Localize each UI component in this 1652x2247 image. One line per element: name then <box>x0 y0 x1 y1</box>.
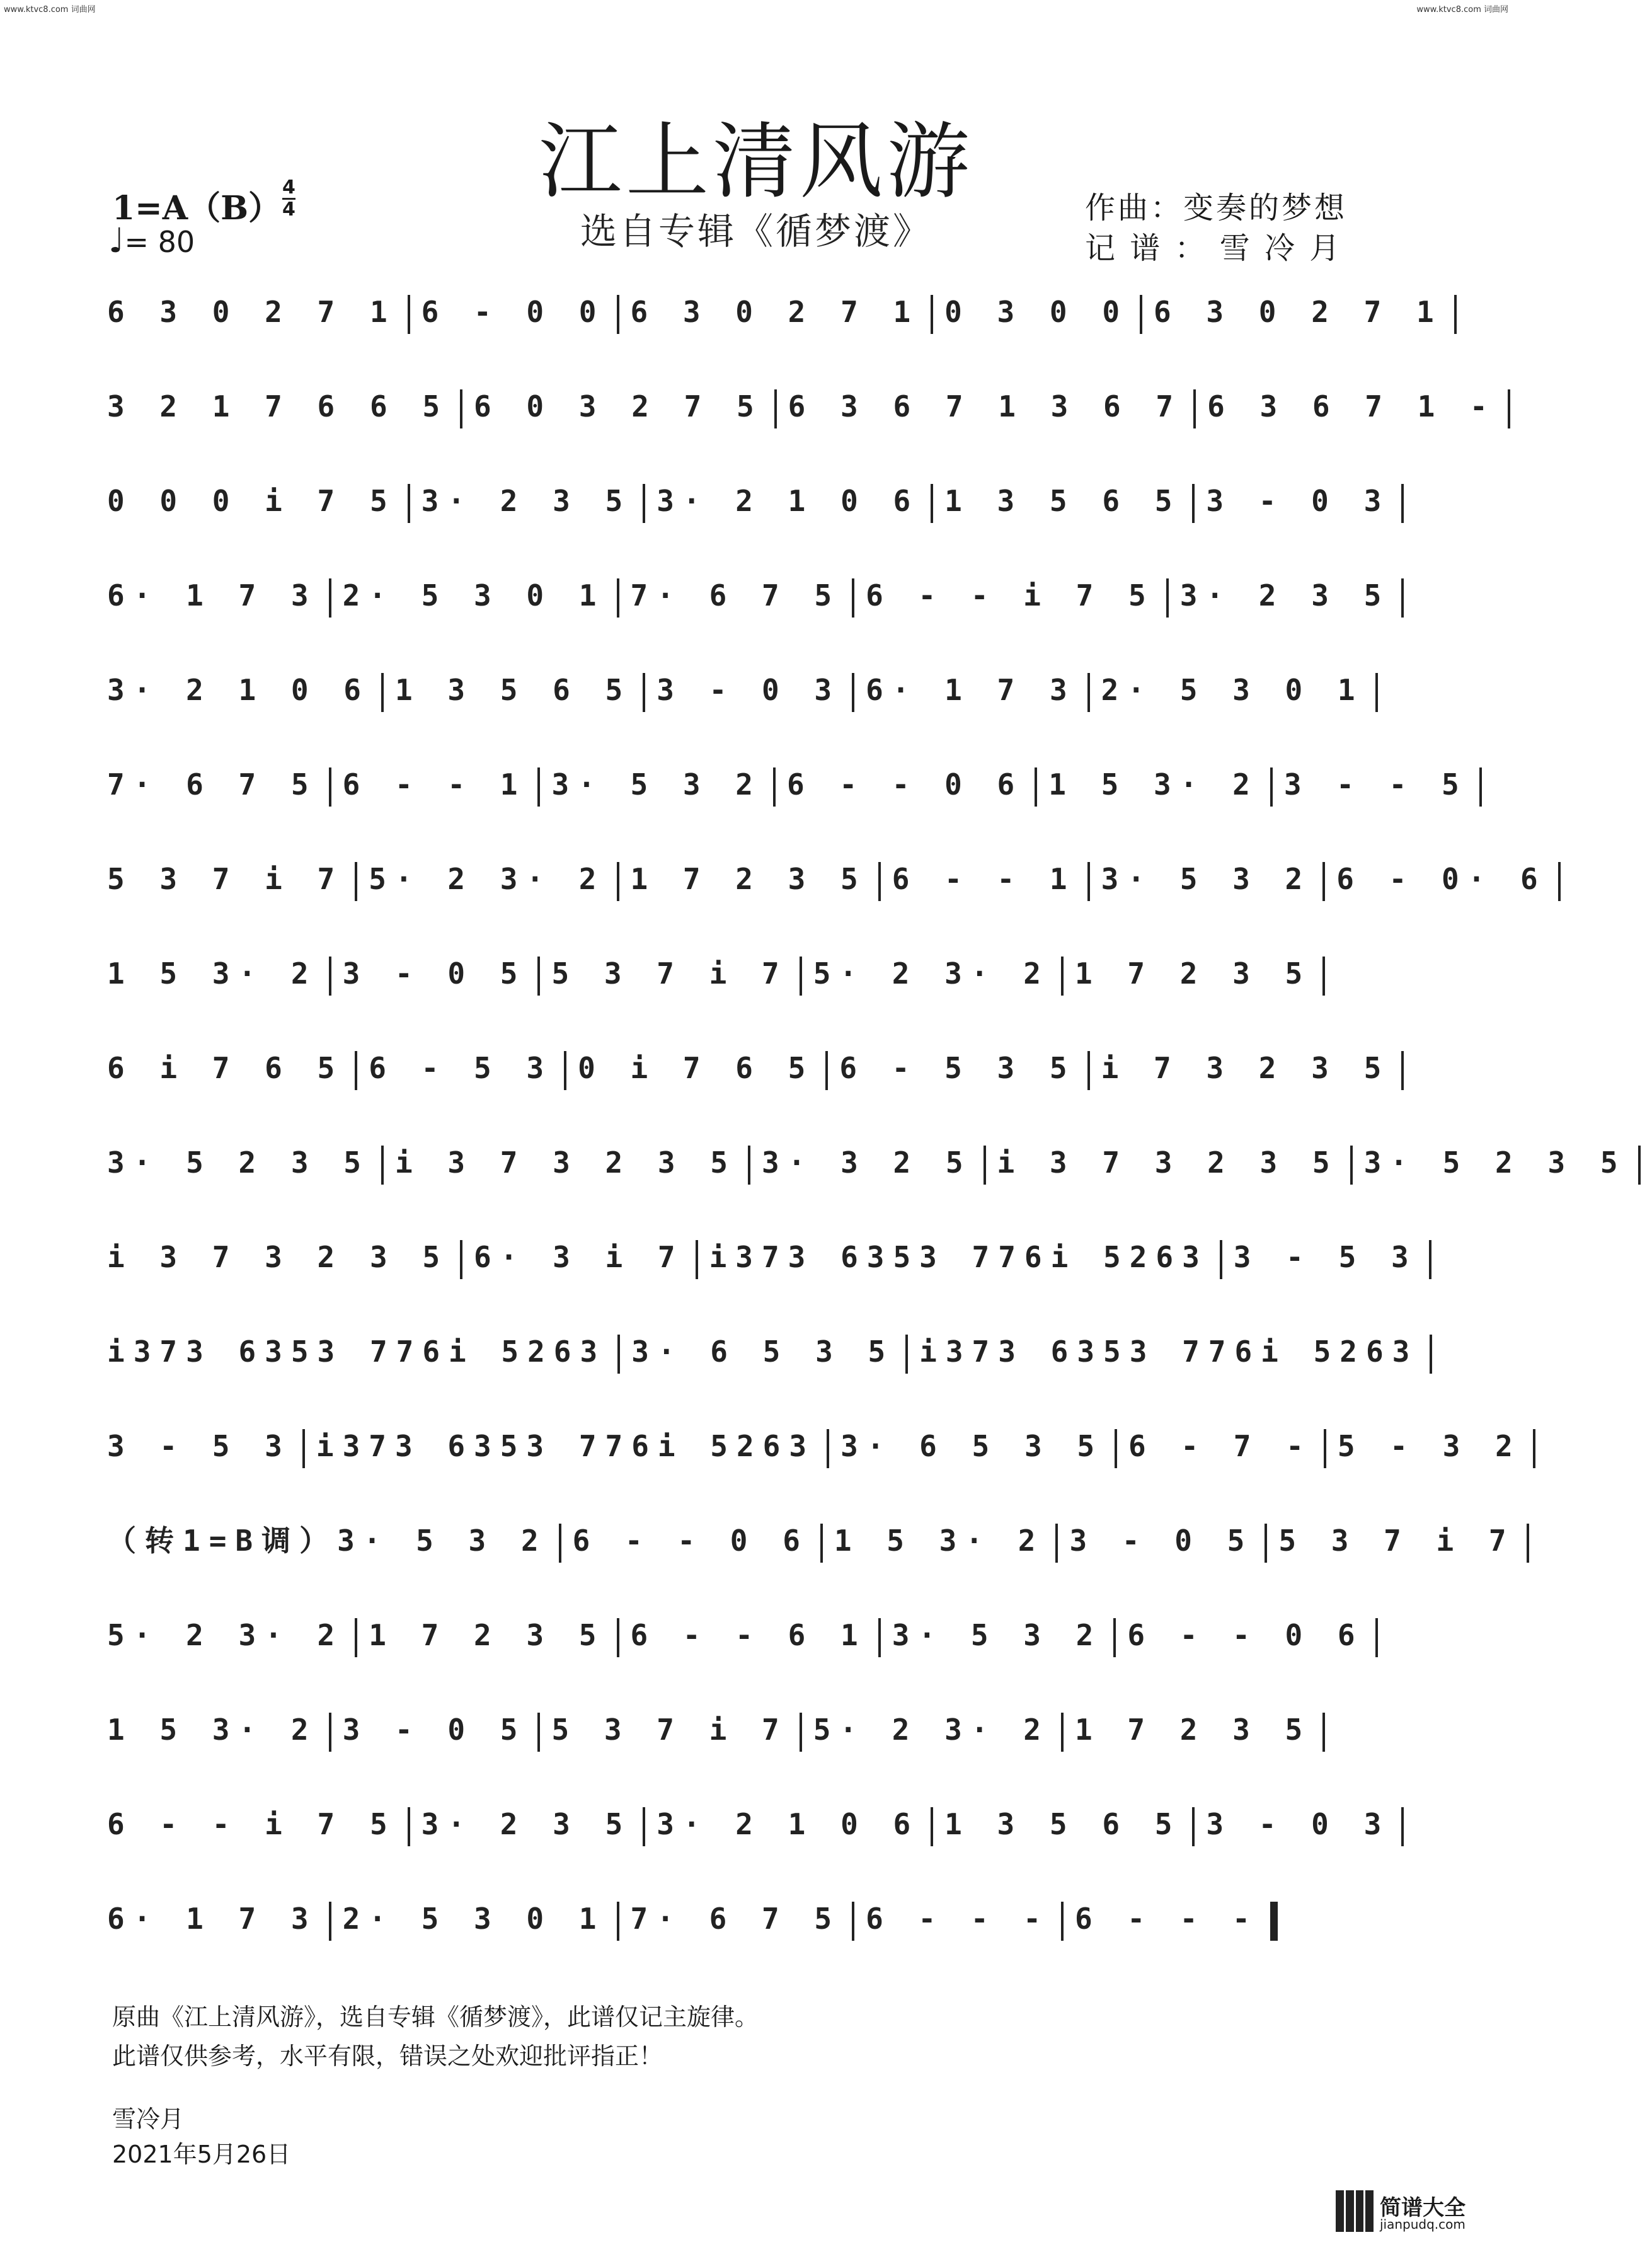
score-row <box>107 1588 1367 1682</box>
barline <box>1401 1051 1404 1090</box>
score-row <box>107 1682 1367 1777</box>
measure: 1 5 3· 2 <box>1048 767 1259 802</box>
barline <box>1533 1429 1535 1468</box>
barline <box>381 673 384 712</box>
piano-keys-icon <box>1336 2190 1374 2232</box>
song-title: 江上清风游 <box>539 113 973 210</box>
measure: 3· 2 1 0 6 <box>657 484 920 518</box>
barline <box>1430 1335 1432 1374</box>
barline <box>931 1807 933 1846</box>
measure: 3· 5 3 2 <box>1101 862 1312 896</box>
barline <box>1140 295 1142 334</box>
measure: 6 - - 1 <box>342 767 527 802</box>
score-row <box>107 1210 1418 1304</box>
footer-notes <box>112 1997 759 2076</box>
barline <box>355 1618 357 1657</box>
barline <box>931 484 933 523</box>
score-row <box>107 1399 1522 1493</box>
logo-name: 简谱大全 <box>1380 2195 1466 2221</box>
barline <box>1087 673 1090 712</box>
barline <box>617 1335 620 1374</box>
barline <box>1322 862 1325 901</box>
barline <box>1638 1146 1641 1185</box>
final-barline <box>1270 1902 1278 1941</box>
measure: 6 - - 0 6 <box>572 1524 809 1558</box>
score-body <box>107 265 1627 1966</box>
barline <box>827 1429 829 1468</box>
barline <box>1192 484 1195 523</box>
measure: 3 - 0 5 <box>342 957 527 991</box>
measure: 3· 6 5 3 5 <box>840 1429 1104 1463</box>
score-row <box>107 1021 1391 1115</box>
score-row <box>107 548 1391 643</box>
measure: 1 7 2 3 5 <box>369 1618 605 1652</box>
measure: 6 - 7 - <box>1128 1429 1312 1463</box>
measure: 6 - 5 3 5 <box>839 1051 1076 1085</box>
barline <box>1115 1429 1117 1468</box>
measure: i 3 7 3 2 3 5 <box>107 1240 449 1274</box>
date: 2021年5月26日 <box>112 2141 291 2168</box>
measure: 6 - - - <box>1074 1902 1259 1936</box>
site-logo[interactable] <box>1336 2190 1487 2232</box>
measure: 6 - - - <box>866 1902 1050 1936</box>
barline <box>774 389 777 428</box>
measure: 3· 2 1 0 6 <box>657 1807 920 1841</box>
measure: 6 - - i 7 5 <box>107 1807 396 1841</box>
key-signature: 1=A（B） <box>112 189 282 227</box>
measure: 6· 1 7 3 <box>866 673 1076 707</box>
measure: 6 - - 6 1 <box>630 1618 867 1652</box>
barline <box>1401 1807 1404 1846</box>
measure: 7· 6 7 5 <box>630 578 841 612</box>
measure: 3· 5 3 2 <box>892 1618 1103 1652</box>
measure: 3· 6 5 3 5 <box>631 1335 895 1369</box>
barline <box>408 484 410 523</box>
measure: 5· 2 3· 2 <box>369 862 605 896</box>
measure: 3· 2 3 5 <box>1179 578 1391 612</box>
barline <box>852 673 854 712</box>
measure: 6· 1 7 3 <box>107 1902 318 1936</box>
measure: （转1=B调）3· 5 3 2 <box>107 1524 548 1558</box>
barline <box>820 1524 823 1563</box>
barline <box>643 673 645 712</box>
signature-block <box>112 2101 290 2172</box>
score-row <box>107 1493 1515 1588</box>
barline <box>329 767 331 807</box>
song-subtitle: 选自专辑《循梦渡》 <box>580 210 932 253</box>
barline <box>329 1902 331 1941</box>
measure: 6 - - i 7 5 <box>866 578 1155 612</box>
time-signature-bottom: 4 <box>282 198 295 221</box>
score-row <box>107 643 1367 737</box>
barline <box>537 767 540 807</box>
barline <box>878 862 881 901</box>
score-row <box>107 265 1443 359</box>
measure: 1 7 2 3 5 <box>1074 1713 1312 1747</box>
barline <box>460 389 462 428</box>
barline <box>1375 1618 1378 1657</box>
barline <box>1508 389 1510 428</box>
measure: 2· 5 3 0 1 <box>1101 673 1364 707</box>
measure: 3 - 0 3 <box>1206 1807 1391 1841</box>
transcriber-credit: 记 谱 ： 雪 冷 月 <box>1085 231 1343 266</box>
measure: i 3 7 3 2 3 5 <box>997 1146 1339 1180</box>
measure: 6 - - 0 6 <box>787 767 1024 802</box>
barline <box>1350 1146 1353 1185</box>
measure: 5· 2 3· 2 <box>813 1713 1050 1747</box>
barline <box>643 484 645 523</box>
barline <box>773 767 776 807</box>
site-link-right[interactable]: www.ktvc8.com 词曲网 <box>1416 5 1508 14</box>
score-row <box>107 1871 1367 1966</box>
barline <box>1429 1240 1431 1279</box>
barline <box>1035 767 1037 807</box>
barline <box>852 1902 854 1941</box>
measure: i 3 7 3 2 3 5 <box>394 1146 737 1180</box>
measure: 6 - - 1 <box>892 862 1076 896</box>
barline <box>1322 1713 1325 1752</box>
logo-site: jianpudq.com <box>1380 2217 1466 2232</box>
barline <box>1113 1618 1116 1657</box>
barline <box>696 1240 698 1279</box>
measure: i 7 3 2 3 5 <box>1101 1051 1391 1085</box>
barline <box>800 957 802 996</box>
barline <box>643 1807 645 1846</box>
measure: 5 3 7 i 7 <box>107 862 344 896</box>
barline <box>617 295 619 334</box>
barline <box>355 862 357 901</box>
barline <box>460 1240 462 1279</box>
barline <box>617 1902 619 1941</box>
barline <box>564 1051 566 1090</box>
barline <box>408 295 410 334</box>
score-row <box>107 737 1468 832</box>
measure: 3 - - 5 <box>1283 767 1468 802</box>
measure: i373 6353 776i 5263 <box>919 1335 1419 1369</box>
barline <box>617 1618 619 1657</box>
measure: 3 - 5 3 <box>107 1429 291 1463</box>
barline <box>984 1146 986 1185</box>
measure: 2· 5 3 0 1 <box>342 1902 605 1936</box>
measure: 1 7 2 3 5 <box>1074 957 1312 991</box>
barline <box>381 1146 384 1185</box>
barline <box>408 1807 410 1846</box>
measure: 6 - - 0 6 <box>1127 1618 1364 1652</box>
barline <box>800 1713 802 1752</box>
score-row <box>107 454 1391 548</box>
barline <box>878 1618 881 1657</box>
barline <box>537 1713 540 1752</box>
barline <box>329 957 331 996</box>
measure: 2· 5 3 0 1 <box>342 578 605 612</box>
barline <box>1192 1807 1195 1846</box>
score-row <box>107 1115 1627 1210</box>
measure: 6 - 0 0 <box>421 295 605 329</box>
measure: 6 3 0 2 7 1 <box>630 295 920 329</box>
barline <box>1087 862 1090 901</box>
measure: 3 2 1 7 6 6 5 <box>107 389 449 423</box>
measure: 6· 3 i 7 <box>474 1240 684 1274</box>
score-row <box>107 832 1547 926</box>
measure: 6 3 0 2 7 1 <box>1154 295 1443 329</box>
barline <box>748 1146 750 1185</box>
barline <box>1527 1524 1529 1563</box>
barline <box>1265 1524 1267 1563</box>
measure: 3· 2 3 5 <box>421 484 632 518</box>
barline <box>1324 1429 1326 1468</box>
score-row <box>107 926 1367 1021</box>
barline <box>905 1335 908 1374</box>
measure: 5· 2 3· 2 <box>813 957 1050 991</box>
measure: 3 - 0 3 <box>1206 484 1391 518</box>
barline <box>537 957 540 996</box>
barline <box>1454 295 1457 334</box>
measure: 6 - 5 3 <box>369 1051 553 1085</box>
measure: i373 6353 776i 5263 <box>107 1335 607 1369</box>
score-row <box>107 1304 1419 1399</box>
measure: 5 3 7 i 7 <box>551 957 788 991</box>
measure: 5 - 3 2 <box>1337 1429 1522 1463</box>
composer-credit: 作曲：变奏的梦想 <box>1085 190 1348 226</box>
barline <box>355 1051 357 1090</box>
barline <box>931 295 933 334</box>
measure: 6 i 7 6 5 <box>107 1051 344 1085</box>
barline <box>617 862 619 901</box>
measure: 1 7 2 3 5 <box>630 862 867 896</box>
time-signature <box>282 178 295 220</box>
footer-line-2: 此谱仅供参考，水平有限，错误之处欢迎批评指正！ <box>112 2042 663 2070</box>
measure: 3· 5 2 3 5 <box>107 1146 370 1180</box>
measure: 3 - 0 5 <box>342 1713 527 1747</box>
measure: 1 5 3· 2 <box>834 1524 1045 1558</box>
barline <box>329 578 331 618</box>
barline <box>1193 389 1196 428</box>
score-row <box>107 359 1496 454</box>
measure: 1 3 5 6 5 <box>944 484 1181 518</box>
measure: 0 3 0 0 <box>944 295 1129 329</box>
measure: 3· 2 3 5 <box>421 1807 632 1841</box>
footer-line-1: 原曲《江上清风游》，选自专辑《循梦渡》，此谱仅记主旋律。 <box>112 2003 759 2031</box>
tempo-value: = 80 <box>124 225 195 259</box>
barline <box>825 1051 828 1090</box>
measure: 1 3 5 6 5 <box>944 1807 1181 1841</box>
barline <box>559 1524 561 1563</box>
measure: 3 - 5 3 <box>1233 1240 1418 1274</box>
measure: 1 5 3· 2 <box>107 1713 318 1747</box>
measure: 3 - 0 3 <box>657 673 841 707</box>
barline <box>1061 957 1064 996</box>
measure: 1 3 5 6 5 <box>394 673 632 707</box>
site-link-left[interactable]: www.ktvc8.com 词曲网 <box>4 5 96 14</box>
measure: i373 6353 776i 5263 <box>709 1240 1208 1274</box>
barline <box>1479 767 1482 807</box>
measure: 5· 2 3· 2 <box>107 1618 344 1652</box>
measure: 6 3 6 7 1 - <box>1207 389 1496 423</box>
barline <box>302 1429 305 1468</box>
credits <box>1085 188 1347 268</box>
score-row <box>107 1777 1391 1871</box>
barline <box>1401 484 1404 523</box>
barline <box>617 578 619 618</box>
measure: 6 - 0· 6 <box>1336 862 1547 896</box>
barline <box>1322 957 1325 996</box>
measure: 1 5 3· 2 <box>107 957 318 991</box>
barline <box>329 1713 331 1752</box>
barline <box>1401 578 1404 618</box>
barline <box>1055 1524 1058 1563</box>
time-signature-top: 4 <box>282 176 295 198</box>
measure: 3 - 0 5 <box>1069 1524 1254 1558</box>
measure: 6 3 6 7 1 3 6 7 <box>788 389 1183 423</box>
author-name: 雪冷月 <box>112 2105 185 2133</box>
barline <box>852 578 854 618</box>
measure: 3· 2 1 0 6 <box>107 673 370 707</box>
measure: 7· 6 7 5 <box>107 767 318 802</box>
barline <box>1558 862 1561 901</box>
measure: 3· 3 2 5 <box>761 1146 972 1180</box>
quarter-note-icon: ♩ <box>108 221 125 260</box>
barline <box>1061 1713 1064 1752</box>
measure: 0 0 0 i 7 5 <box>107 484 396 518</box>
barline <box>1061 1902 1064 1941</box>
measure: 7· 6 7 5 <box>630 1902 841 1936</box>
tempo-marking <box>108 221 195 260</box>
measure: i373 6353 776i 5263 <box>316 1429 816 1463</box>
measure: 3· 5 2 3 5 <box>1363 1146 1627 1180</box>
measure: 5 3 7 i 7 <box>551 1713 788 1747</box>
measure: 6 0 3 2 7 5 <box>474 389 763 423</box>
measure: 5 3 7 i 7 <box>1278 1524 1515 1558</box>
measure: 0 i 7 6 5 <box>578 1051 815 1085</box>
barline <box>1087 1051 1090 1090</box>
barline <box>1166 578 1169 618</box>
barline <box>1270 767 1273 807</box>
barline <box>1220 1240 1222 1279</box>
measure: 6 3 0 2 7 1 <box>107 295 396 329</box>
measure: 3· 5 3 2 <box>551 767 762 802</box>
barline <box>1375 673 1378 712</box>
measure: 6· 1 7 3 <box>107 578 318 612</box>
